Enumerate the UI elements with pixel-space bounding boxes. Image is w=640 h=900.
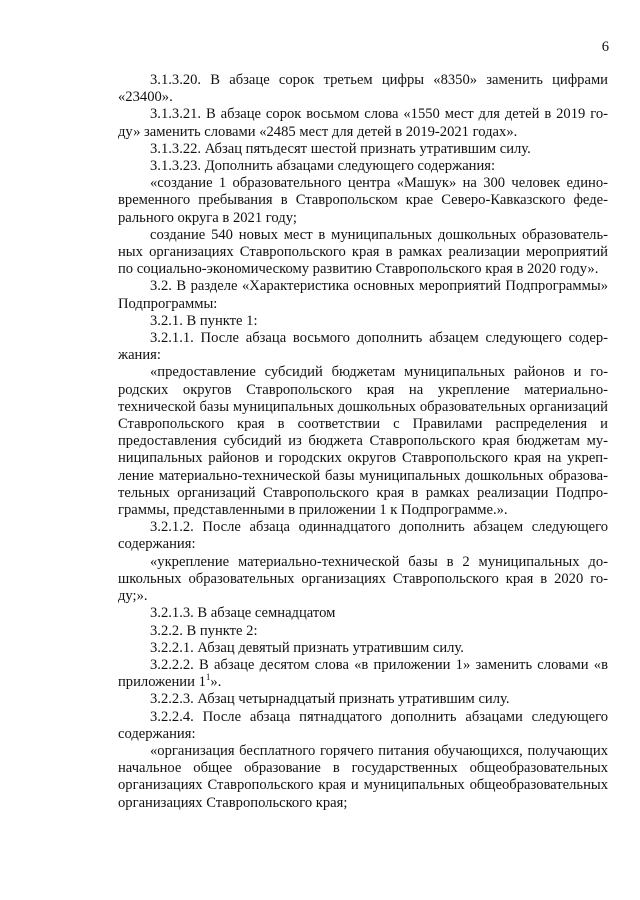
paragraph: 3.1.3.22. Абзац пятьдесят шестой признать утратившим силу.: [150, 140, 531, 157]
superscript-mark: 1: [205, 672, 211, 683]
paragraph: 3.2.2. В пункте 2:: [150, 622, 258, 639]
paragraph: 3.1.3.21. В абзаце сорок восьмом слова «1550 мест для детей в 2019 году» заменить словами «2485 мест для детей в 2019-2021 годах».: [118, 106, 608, 140]
paragraph-with-superscript: [118, 657, 608, 691]
paragraph: 3.2.1. В пункте 1:: [150, 312, 258, 329]
paragraph: «организация бесплатного горячего питания обучающихся, получающих начальное общее образование в государственных общеобразовательных организациях Ставропольского края и муниципальных общеобразовательных организациях Ставропольского края;: [118, 742, 608, 811]
document-body: [118, 72, 608, 812]
page-number: 6: [601, 39, 609, 55]
paragraph-text: 3.2.2.2. В абзаце десятом слова «в приложении 1» заменить словами «в приложении 1: [118, 656, 608, 691]
paragraph: «создание 1 образовательного центра «Машук» на 300 человек единовременного пребывания в Ставропольском крае Северо-Кавказского федерального округа в 2021 году;: [118, 175, 608, 226]
paragraph: 3.2.1.1. После абзаца восьмого дополнить абзацем следующего содержания:: [118, 330, 608, 364]
paragraph: 3.2.2.1. Абзац девятый признать утратившим силу.: [150, 639, 464, 656]
paragraph: 3.2.1.3. В абзаце семнадцатом: [150, 605, 336, 622]
paragraph: «предоставление субсидий бюджетам муниципальных районов и городских округов Ставропольского края на укрепление материально-технической базы муниципальных дошкольных образовательных организаций Ставропольского края в соответствии с Правилами распределения и предоставления субсидий из бюджета Ставропольского края бюджетам муниципальных районов и городских округов Ставропольского края на укрепление материально-технической базы муниципальных дошкольных образовательных организаций Ставропольского края в рамках реализации Подпрограммы, представленными в приложении 1 к Подпрограмме.».: [118, 364, 608, 519]
paragraph: 3.2. В разделе «Характеристика основных мероприятий Подпрограммы» Подпрограммы:: [118, 278, 608, 312]
paragraph: 3.1.3.20. В абзаце сорок третьем цифры «8350» заменить цифрами «23400».: [118, 72, 608, 106]
paragraph: 3.2.2.3. Абзац четырнадцатый признать утратившим силу.: [150, 691, 510, 708]
paragraph: создание 540 новых мест в муниципальных дошкольных образовательных организациях Ставропольского края в рамках реализации мероприятий по социально-экономическому развитию Ставропольского края в 2020 году».: [118, 226, 608, 278]
paragraph-tail: ».: [210, 674, 222, 691]
paragraph: 3.2.2.4. После абзаца пятнадцатого дополнить абзацами следующего содержания:: [118, 708, 608, 742]
paragraph: 3.1.3.23. Дополнить абзацами следующего содержания:: [150, 158, 496, 175]
paragraph: 3.2.1.2. После абзаца одиннадцатого дополнить абзацем следующего содержания:: [118, 519, 608, 553]
paragraph: «укрепление материально-технической базы в 2 муниципальных дошкольных образовательных организациях Ставропольского края в 2020 году;».: [118, 553, 608, 605]
